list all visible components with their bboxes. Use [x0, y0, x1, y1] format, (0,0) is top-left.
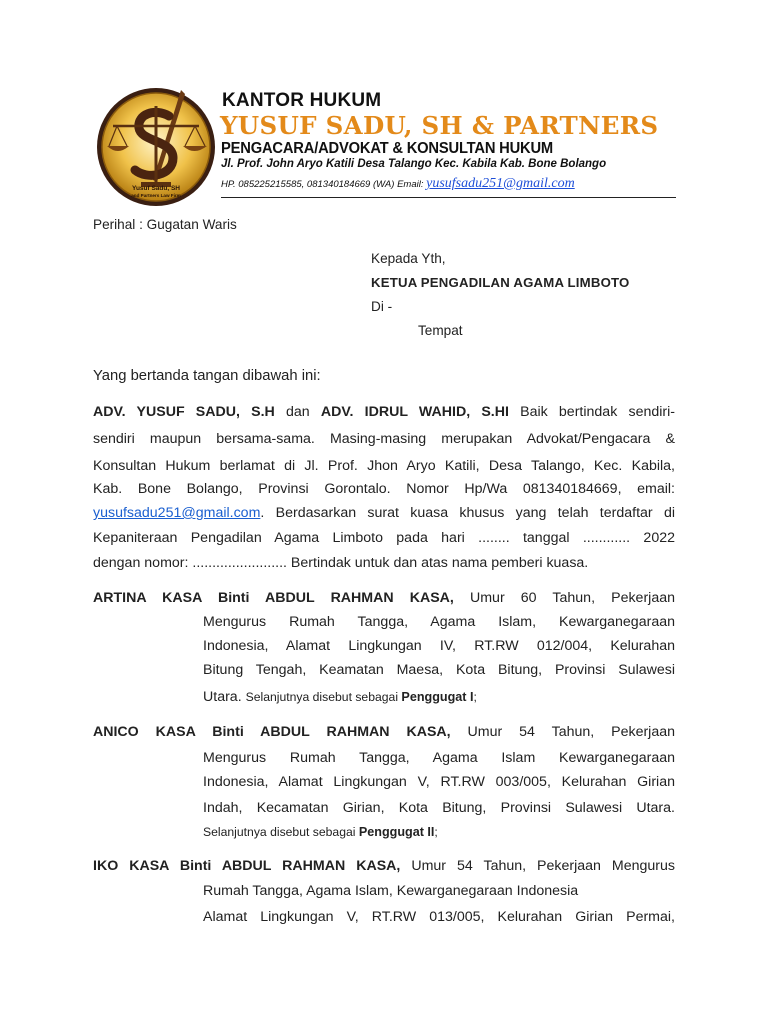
- party-1-role: Penggugat I: [401, 690, 474, 704]
- intro-line-1-rest: Baik bertindak sendiri-: [508, 404, 675, 420]
- designation-text: Selanjutnya disebut sebagai: [203, 825, 359, 839]
- recipient-place: Tempat: [418, 323, 463, 338]
- party-3-line-1: [93, 858, 675, 874]
- party-1-last-pre: Utara.: [203, 689, 246, 705]
- intro-dan: dan: [274, 404, 321, 420]
- subject-line: Perihal : Gugatan Waris: [93, 217, 237, 232]
- party-1-line-1: [93, 590, 675, 606]
- party-1-line-5: [203, 689, 477, 705]
- party-2-line-4: Indah, Kecamatan Girian, Kota Bitung, Provinsi Sulawesi Utara.: [203, 800, 675, 816]
- recipient-name: KETUA PENGADILAN AGAMA LIMBOTO: [371, 275, 630, 290]
- intro-line-5-rest: . Berdasarkan surat kuasa khusus yang telah terdaftar di: [260, 505, 675, 521]
- intro-email-link[interactable]: yusufsadu251@gmail.com: [93, 505, 261, 521]
- logo-caption-1: Yusuf Sadu, SH: [131, 185, 181, 192]
- party-3-line-3: Alamat Lingkungan V, RT.RW 013/005, Kelurahan Girian Permai,: [203, 909, 675, 925]
- party-1-designation: [246, 690, 477, 704]
- party-2-line-2: Mengurus Rumah Tangga, Agama Islam Kewarganegaraan: [203, 750, 675, 766]
- letterhead-divider: [221, 197, 676, 198]
- advocate-2-name: ADV. IDRUL WAHID, S.HI: [320, 404, 509, 420]
- law-firm-logo: [95, 86, 217, 208]
- party-2-role: Penggugat II: [358, 825, 435, 839]
- logo-caption-2: and Partners Law Firm: [131, 193, 181, 198]
- firm-name: YUSUF SADU, SH & PARTNERS: [220, 111, 659, 140]
- party-2-line-3: Indonesia, Alamat Lingkungan V, RT.RW 003/005, Kelurahan Girian: [203, 774, 675, 790]
- party-2-line-1: [93, 724, 675, 740]
- party-1-first: Umur 60 Tahun, Pekerjaan: [453, 590, 675, 606]
- profession-line: PENGACARA/ADVOKAT & KONSULTAN HUKUM: [221, 140, 554, 157]
- intro-line-3: Konsultan Hukum berlamat di Jl. Prof. Jhon Aryo Katili, Desa Talango, Kec. Kabila,: [93, 458, 675, 474]
- firm-address: Jl. Prof. John Aryo Katili Desa Talango Kec. Kabila Kab. Bone Bolango: [221, 158, 607, 170]
- contact-email-link[interactable]: yusufsadu251@gmail.com: [426, 176, 575, 191]
- party-1-name: ARTINA KASA Binti ABDUL RAHMAN KASA,: [93, 590, 454, 606]
- designation-end: ;: [473, 690, 477, 704]
- intro-line-2: sendiri maupun bersama-sama. Masing-masing merupakan Advokat/Pengacara &: [93, 431, 675, 447]
- party-1-line-2: Mengurus Rumah Tangga, Agama Islam, Kewarganegaraan: [203, 614, 675, 630]
- party-2-first: Umur 54 Tahun, Pekerjaan: [450, 724, 676, 740]
- contact-phone: HP. 085225215585, 081340184669 (WA) Email:: [221, 179, 424, 190]
- intro-line-7: dengan nomor: ........................ Bertindak untuk dan atas nama pemberi kuasa.: [93, 555, 589, 571]
- opening-sentence: Yang bertanda tangan dibawah ini:: [93, 368, 321, 384]
- party-3-name: IKO KASA Binti ABDUL RAHMAN KASA,: [93, 858, 401, 874]
- designation-end: ;: [434, 825, 438, 839]
- recipient-di: Di -: [371, 299, 393, 314]
- party-2-designation: [203, 825, 438, 839]
- firm-contact: [221, 176, 575, 192]
- party-1-line-3: Indonesia, Alamat Lingkungan IV, RT.RW 012/004, Kelurahan: [203, 638, 675, 654]
- party-1-line-4: Bitung Tengah, Keamatan Maesa, Kota Bitung, Provinsi Sulawesi: [203, 662, 675, 678]
- office-label: KANTOR HUKUM: [222, 90, 382, 111]
- party-2-name: ANICO KASA Binti ABDUL RAHMAN KASA,: [93, 724, 451, 740]
- intro-line-6: Kepaniteraan Pengadilan Agama Limboto pada hari ........ tanggal ............ 2022: [93, 530, 675, 546]
- party-3-first: Umur 54 Tahun, Pekerjaan Mengurus: [400, 858, 676, 874]
- designation-text: Selanjutnya disebut sebagai: [245, 690, 402, 704]
- intro-line-4: Kab. Bone Bolango, Provinsi Gorontalo. Nomor Hp/Wa 081340184669, email:: [93, 481, 675, 497]
- advocate-1-name: ADV. YUSUF SADU, S.H: [93, 404, 275, 420]
- recipient-salutation: Kepada Yth,: [371, 251, 446, 266]
- intro-line-1: [93, 404, 675, 420]
- intro-line-5: [93, 505, 675, 521]
- party-3-line-2: Rumah Tangga, Agama Islam, Kewarganegaraan Indonesia: [203, 883, 579, 899]
